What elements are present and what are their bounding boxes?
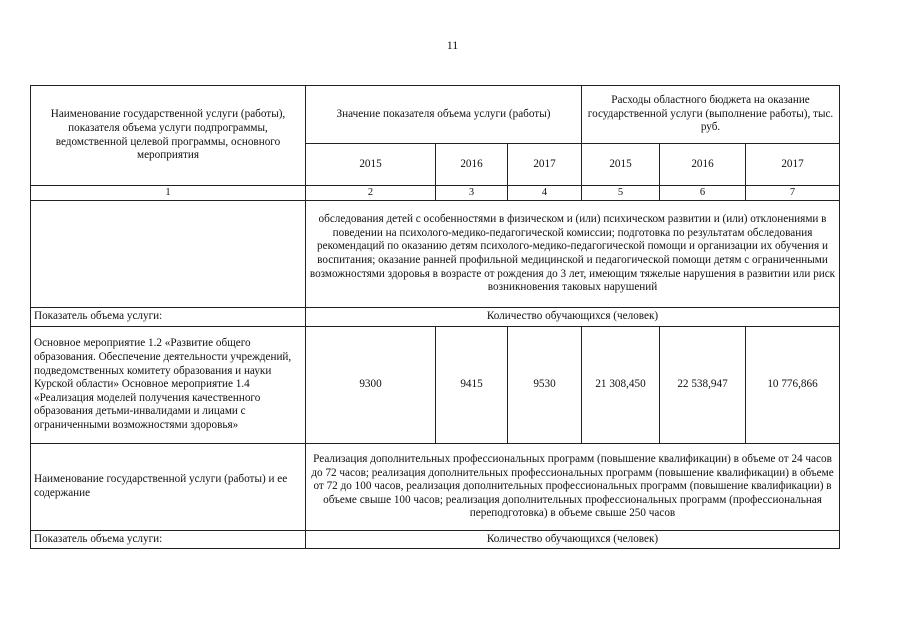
indicator-row [31, 531, 840, 549]
service-description: Реализация дополнительных профессиональных программ (повышение квалификации) в объеме от 24 часов до 72 часов; реализация дополнительных профессиональных программ (повышение квалификации) в объеме от 72 до 100 часов, реализация дополнительных профессиональных программ (повышение квалификации) в объеме свыше 100 часов; реализация дополнительных профессиональных программ (профессиональная переподготовка) в объеме свыше 250 часов [306, 444, 840, 531]
header-indicator-group: Значение показателя объема услуги (работы) [306, 86, 582, 144]
service-row [31, 444, 840, 531]
indicator-value: Количество обучающихся (человек) [306, 531, 840, 549]
value-cell: 22 538,947 [660, 327, 746, 444]
header-service-name: Наименование государственной услуги (работы), показателя объема услуги подпрограммы, ведомственной целевой программы, основного мероприятия [31, 86, 306, 186]
column-number: 2 [306, 186, 436, 201]
header-row [31, 86, 840, 144]
indicator-value: Количество обучающихся (человек) [306, 308, 840, 327]
event-row [31, 327, 840, 444]
service-description-continued: обследования детей с особенностями в физическом и (или) психическом развитии и (или) отклонениями в поведении на психолого-медико-педагогической комиссии; подготовка по результатам обследования рекомендаций по оказанию детям психолого-медико-педагогической помощи и организации их обучения и воспитания; оказание ранней профильной медицинской и педагогической помощи детям с ограниченными возможностями здоровья в возрасте от рождения до 3 лет, имеющим тяжелые нарушения в развитии или риск возникновения таковых нарушений [306, 201, 840, 308]
header-year: 2015 [582, 144, 660, 186]
page-number: 11 [446, 38, 459, 52]
budget-table [30, 85, 840, 549]
value-cell: 21 308,450 [582, 327, 660, 444]
value-cell: 10 776,866 [746, 327, 840, 444]
indicator-row [31, 308, 840, 327]
header-expense-group: Расходы областного бюджета на оказание государственной услуги (выполнение работы), тыс. руб. [582, 86, 840, 144]
indicator-label: Показатель объема услуги: [31, 531, 306, 549]
event-name: Основное мероприятие 1.2 «Развитие общего образования. Обеспечение деятельности учреждений, подведомственных комитету образования и науки Курской области» Основное мероприятие 1.4 «Реализация моделей получения качественного образования детьми-инвалидами и лицами с ограниченными возможностями здоровья» [31, 327, 306, 444]
indicator-label: Показатель объема услуги: [31, 308, 306, 327]
column-number: 3 [436, 186, 508, 201]
header-year: 2015 [306, 144, 436, 186]
header-year: 2017 [746, 144, 840, 186]
column-number: 5 [582, 186, 660, 201]
column-number: 6 [660, 186, 746, 201]
empty-cell [31, 201, 306, 308]
service-label: Наименование государственной услуги (работы) и ее содержание [31, 444, 306, 531]
value-cell: 9530 [508, 327, 582, 444]
column-number: 1 [31, 186, 306, 201]
column-number: 7 [746, 186, 840, 201]
column-numbers-row [31, 186, 840, 201]
header-year: 2016 [660, 144, 746, 186]
column-number: 4 [508, 186, 582, 201]
value-cell: 9300 [306, 327, 436, 444]
value-cell: 9415 [436, 327, 508, 444]
header-year: 2016 [436, 144, 508, 186]
continuation-row [31, 201, 840, 308]
header-year: 2017 [508, 144, 582, 186]
